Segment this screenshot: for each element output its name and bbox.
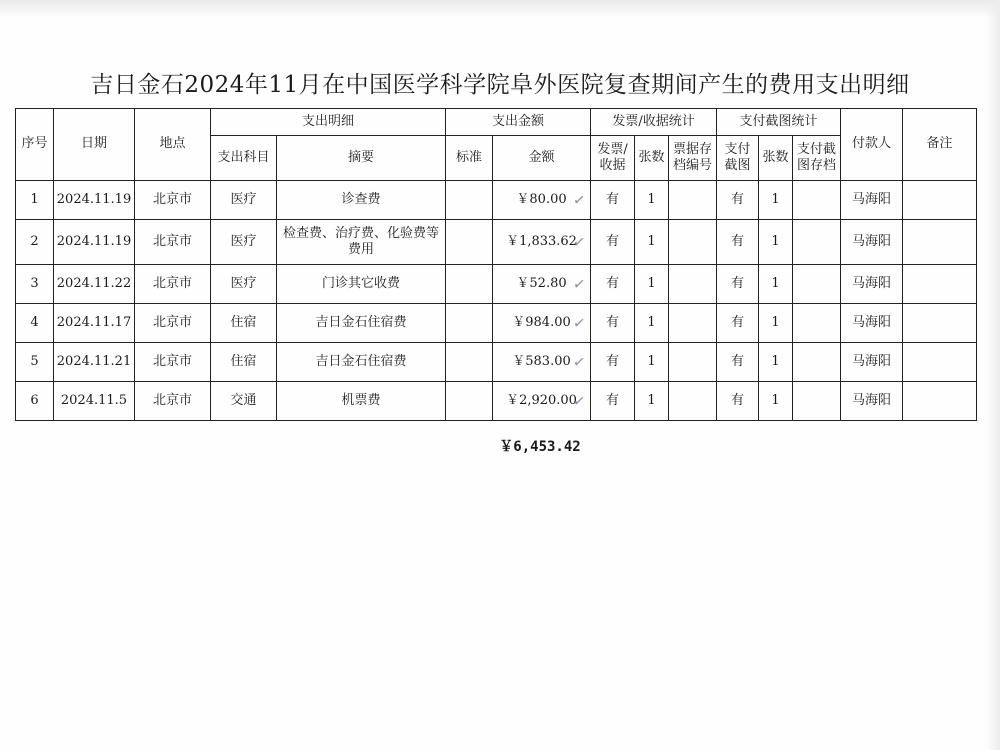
cell-payer: 马海阳 [841, 304, 903, 343]
header-place: 地点 [135, 109, 211, 181]
amount-value: ￥80.00 [516, 191, 567, 207]
cell-amount [493, 220, 591, 265]
cell-date: 2024.11.22 [54, 265, 135, 304]
table-row [16, 220, 977, 265]
cell-summary: 检查费、治疗费、化验费等费用 [277, 220, 446, 265]
scan-edge-shade [0, 0, 1000, 18]
cell-screenshot-count: 1 [759, 304, 793, 343]
cell-standard [446, 304, 493, 343]
check-mark-icon: ✓ [572, 391, 588, 411]
cell-invoice: 有 [591, 382, 635, 421]
scan-edge-shade-right [986, 0, 1000, 750]
cell-remark [903, 343, 977, 382]
cell-summary: 机票费 [277, 382, 446, 421]
cell-date: 2024.11.19 [54, 181, 135, 220]
check-mark-icon: ✓ [572, 274, 588, 294]
cell-remark [903, 382, 977, 421]
header-amount-group: 支出金额 [446, 109, 591, 136]
cell-date: 2024.11.5 [54, 382, 135, 421]
cell-remark [903, 181, 977, 220]
table-row [16, 382, 977, 421]
header-screenshot-count: 张数 [759, 136, 793, 181]
cell-standard [446, 382, 493, 421]
cell-receipt-no [669, 304, 717, 343]
cell-remark [903, 220, 977, 265]
cell-screenshot-no [793, 343, 841, 382]
cell-count: 1 [635, 220, 669, 265]
cell-summary: 诊查费 [277, 181, 446, 220]
cell-screenshot-no [793, 220, 841, 265]
cell-standard [446, 220, 493, 265]
cell-category: 医疗 [211, 220, 277, 265]
cell-count: 1 [635, 181, 669, 220]
cell-seq: 5 [16, 343, 54, 382]
cell-screenshot-count: 1 [759, 181, 793, 220]
cell-summary: 门诊其它收费 [277, 265, 446, 304]
header-payer: 付款人 [841, 109, 903, 181]
amount-value: ￥583.00 [512, 353, 571, 369]
cell-count: 1 [635, 265, 669, 304]
header-remark: 备注 [903, 109, 977, 181]
check-mark-icon: ✓ [572, 190, 588, 210]
cell-place: 北京市 [135, 181, 211, 220]
cell-screenshot: 有 [717, 265, 759, 304]
cell-standard [446, 181, 493, 220]
cell-screenshot: 有 [717, 220, 759, 265]
header-screenshot-no: 支付截图存档 [793, 136, 841, 181]
cell-screenshot: 有 [717, 181, 759, 220]
cell-receipt-no [669, 220, 717, 265]
cell-payer: 马海阳 [841, 382, 903, 421]
cell-invoice: 有 [591, 181, 635, 220]
cell-standard [446, 343, 493, 382]
cell-seq: 1 [16, 181, 54, 220]
cell-invoice: 有 [591, 343, 635, 382]
cell-screenshot-no [793, 181, 841, 220]
cell-category: 医疗 [211, 265, 277, 304]
table-row [16, 304, 977, 343]
cell-screenshot-no [793, 382, 841, 421]
cell-screenshot: 有 [717, 382, 759, 421]
header-row-top [16, 109, 977, 136]
cell-payer: 马海阳 [841, 181, 903, 220]
cell-place: 北京市 [135, 220, 211, 265]
cell-seq: 2 [16, 220, 54, 265]
cell-summary: 吉日金石住宿费 [277, 343, 446, 382]
cell-place: 北京市 [135, 265, 211, 304]
cell-screenshot-count: 1 [759, 343, 793, 382]
cell-category: 住宿 [211, 343, 277, 382]
header-detail-group: 支出明细 [211, 109, 446, 136]
cell-place: 北京市 [135, 382, 211, 421]
header-screenshot: 支付截图 [717, 136, 759, 181]
cell-amount [493, 265, 591, 304]
cell-category: 交通 [211, 382, 277, 421]
cell-date: 2024.11.21 [54, 343, 135, 382]
cell-screenshot: 有 [717, 304, 759, 343]
cell-receipt-no [669, 181, 717, 220]
cell-screenshot-count: 1 [759, 220, 793, 265]
header-count: 张数 [635, 136, 669, 181]
header-screenshot-group: 支付截图统计 [717, 109, 841, 136]
header-seq: 序号 [16, 109, 54, 181]
cell-amount [493, 304, 591, 343]
cell-count: 1 [635, 343, 669, 382]
cell-screenshot-count: 1 [759, 265, 793, 304]
total-amount: ￥6,453.42 [499, 439, 581, 455]
header-receipt-no: 票据存档编号 [669, 136, 717, 181]
cell-seq: 4 [16, 304, 54, 343]
cell-place: 北京市 [135, 343, 211, 382]
cell-count: 1 [635, 382, 669, 421]
header-date: 日期 [54, 109, 135, 181]
header-invoice-group: 发票/收据统计 [591, 109, 717, 136]
cell-amount [493, 382, 591, 421]
cell-category: 住宿 [211, 304, 277, 343]
cell-receipt-no [669, 343, 717, 382]
cell-standard [446, 265, 493, 304]
cell-screenshot-no [793, 304, 841, 343]
document-title: 吉日金石2024年11月在中国医学科学院阜外医院复查期间产生的费用支出明细 [90, 72, 910, 98]
cell-count: 1 [635, 304, 669, 343]
cell-seq: 3 [16, 265, 54, 304]
table-row [16, 343, 977, 382]
cell-screenshot-no [793, 265, 841, 304]
cell-seq: 6 [16, 382, 54, 421]
check-mark-icon: ✓ [572, 313, 588, 333]
header-amount: 金额 [493, 136, 591, 181]
cell-receipt-no [669, 265, 717, 304]
header-standard: 标准 [446, 136, 493, 181]
cell-invoice: 有 [591, 220, 635, 265]
table-row [16, 181, 977, 220]
cell-invoice: 有 [591, 265, 635, 304]
cell-date: 2024.11.17 [54, 304, 135, 343]
cell-remark [903, 265, 977, 304]
cell-invoice: 有 [591, 304, 635, 343]
amount-value: ￥1,833.62 [506, 233, 577, 249]
cell-payer: 马海阳 [841, 265, 903, 304]
cell-screenshot: 有 [717, 343, 759, 382]
cell-date: 2024.11.19 [54, 220, 135, 265]
amount-value: ￥52.80 [516, 275, 567, 291]
cell-summary: 吉日金石住宿费 [277, 304, 446, 343]
cell-receipt-no [669, 382, 717, 421]
amount-value: ￥984.00 [512, 314, 571, 330]
cell-payer: 马海阳 [841, 220, 903, 265]
amount-value: ￥2,920.00 [506, 392, 577, 408]
cell-amount [493, 343, 591, 382]
cell-payer: 马海阳 [841, 343, 903, 382]
cell-remark [903, 304, 977, 343]
header-summary: 摘要 [277, 136, 446, 181]
header-category: 支出科目 [211, 136, 277, 181]
header-invoice: 发票/收据 [591, 136, 635, 181]
check-mark-icon: ✓ [572, 232, 588, 252]
cell-place: 北京市 [135, 304, 211, 343]
check-mark-icon: ✓ [572, 352, 588, 372]
cell-amount [493, 181, 591, 220]
table-row [16, 265, 977, 304]
cell-screenshot-count: 1 [759, 382, 793, 421]
cell-category: 医疗 [211, 181, 277, 220]
expense-table [15, 108, 977, 421]
